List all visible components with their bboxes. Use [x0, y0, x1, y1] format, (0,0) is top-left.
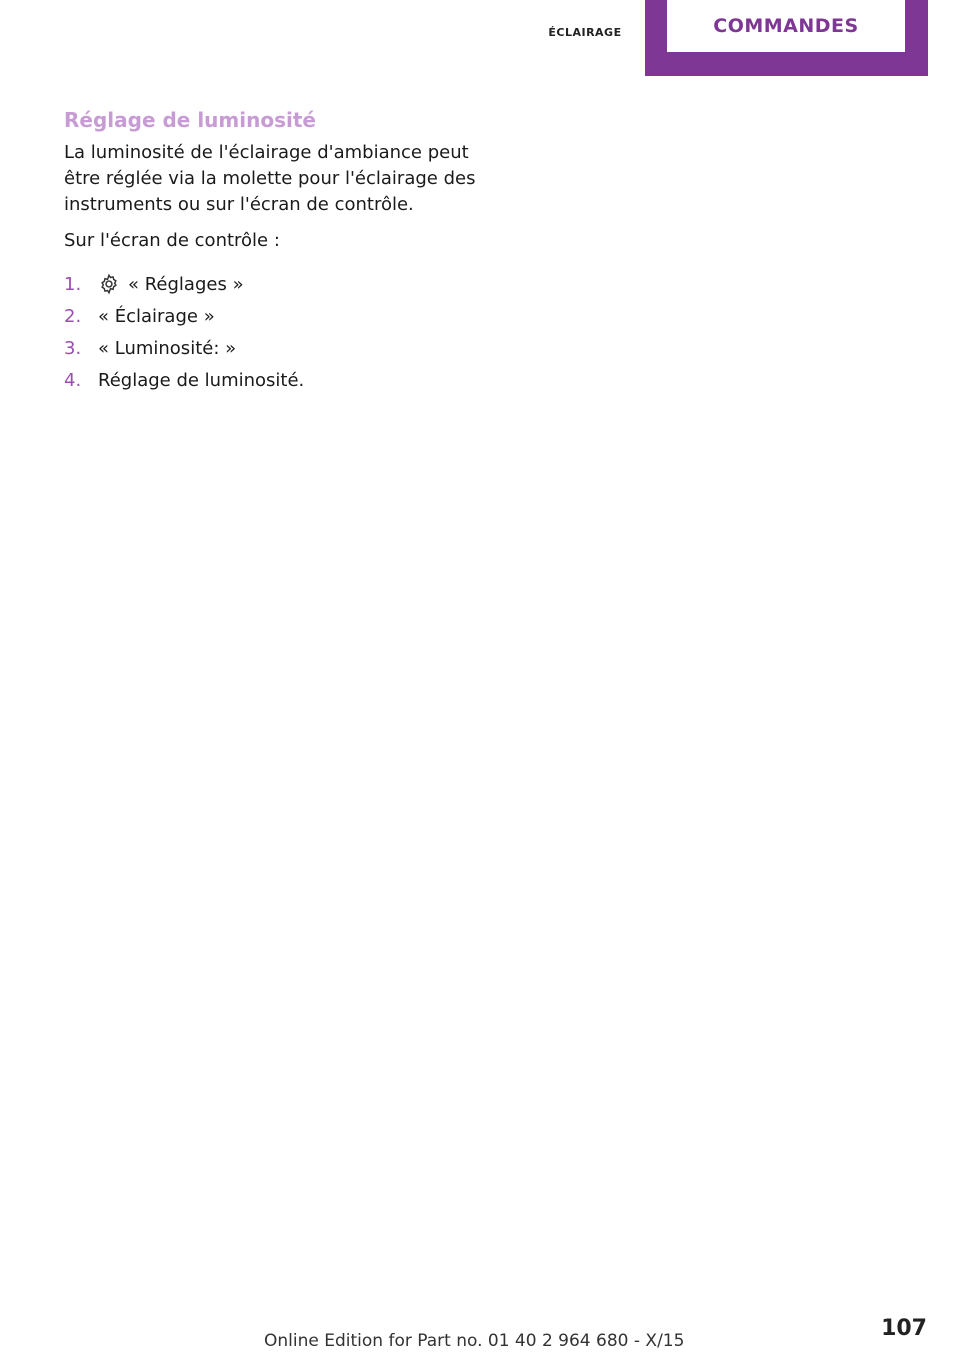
step-item — [64, 364, 484, 396]
main-content — [64, 108, 484, 396]
step-text: « Luminosité: » — [98, 337, 237, 359]
step-number: 4. — [64, 369, 82, 391]
step-item — [64, 332, 484, 364]
chapter-tab — [645, 0, 928, 76]
step-number: 2. — [64, 305, 82, 327]
intro-paragraph: Sur l'écran de contrôle : — [64, 230, 280, 251]
chapter-title: COMMANDES — [713, 15, 859, 37]
step-number: 3. — [64, 337, 82, 359]
step-text: Réglage de luminosité. — [98, 369, 305, 391]
footer-edition: Online Edition for Part no. 01 40 2 964 680 - X/15 — [264, 1331, 685, 1351]
settings-gear-icon — [98, 273, 120, 295]
step-text: « Éclairage » — [98, 305, 215, 327]
step-number: 1. — [64, 273, 82, 295]
step-list — [64, 268, 484, 396]
step-item — [64, 300, 484, 332]
section-heading: Réglage de luminosité — [64, 108, 316, 132]
running-header-section: éclairage — [548, 22, 622, 40]
page-number: 107 — [881, 1316, 927, 1341]
chapter-tab-inner — [667, 0, 905, 52]
step-text: « Réglages » — [128, 273, 244, 295]
step-item — [64, 268, 484, 300]
body-paragraph: La luminosité de l'éclairage d'ambiance peut être réglée via la molette pour l'éclairage des instruments ou sur l'écran de contrôle. — [64, 142, 476, 215]
